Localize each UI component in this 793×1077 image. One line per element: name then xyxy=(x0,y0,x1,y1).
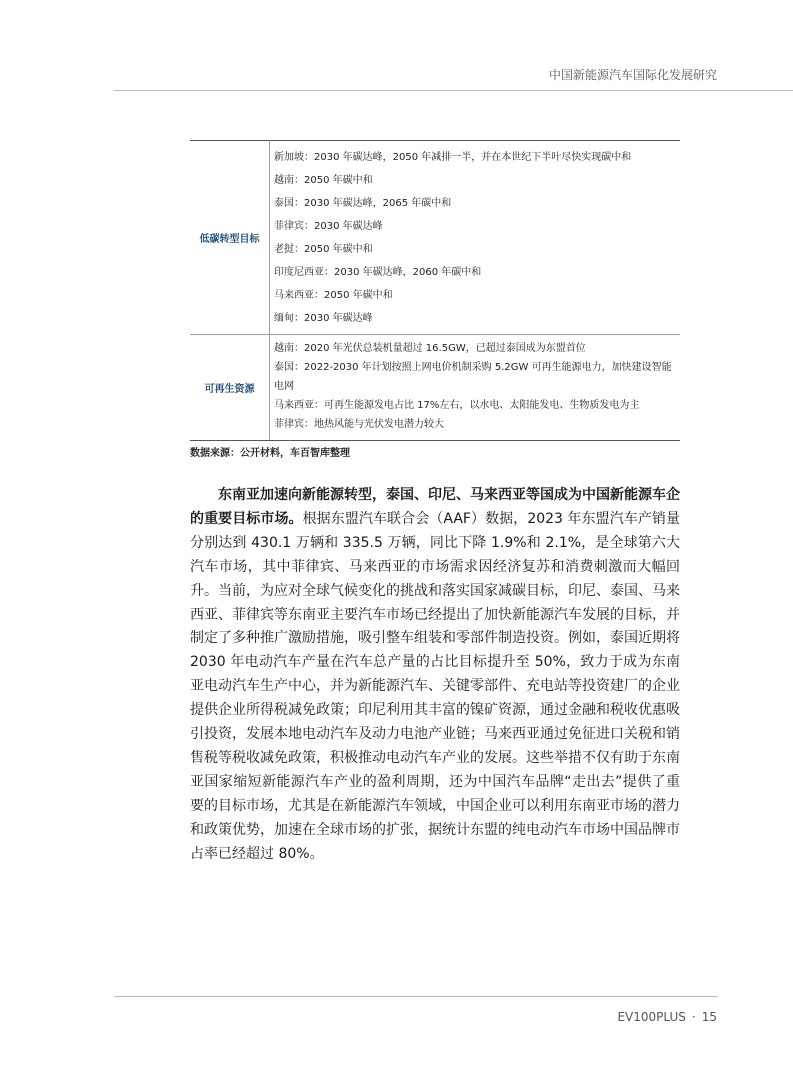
list-item: 越南：2050 年碳中和 xyxy=(274,175,373,186)
list-item: 菲律宾：地热风能与光伏发电潜力较大 xyxy=(274,419,444,430)
table-items-cell xyxy=(270,141,681,335)
policy-table xyxy=(190,140,680,441)
page-number: 15 xyxy=(701,1010,717,1024)
body-paragraph xyxy=(190,484,680,867)
list-item: 缅甸：2030 年碳达峰 xyxy=(274,313,373,324)
footer-divider xyxy=(114,996,718,997)
list-item: 泰国：2030 年碳达峰，2065 年碳中和 xyxy=(274,198,452,209)
running-header-title: 中国新能源汽车国际化发展研究 xyxy=(548,68,717,82)
table-items-cell xyxy=(270,335,681,441)
table-source-note: 数据来源：公开材料，车百智库整理 xyxy=(190,448,350,459)
header-divider xyxy=(114,90,793,91)
list-item: 马来西亚：可再生能源发电占比 17%左右，以水电、太阳能发电、生物质发电为主 xyxy=(274,400,640,411)
list-item: 印度尼西亚：2030 年碳达峰，2060 年碳中和 xyxy=(274,267,482,278)
list-item: 马来西亚：2050 年碳中和 xyxy=(274,290,393,301)
page-footer xyxy=(617,1010,717,1024)
footer-brand: EV100PLUS xyxy=(617,1010,686,1024)
paragraph-lead-sentence: 东南亚加速向新能源转型，泰国、印尼、马来西亚等国成为中国新能源车企的重要目标市场。 xyxy=(190,487,680,527)
table-row xyxy=(190,335,680,441)
list-item: 老挝：2050 年碳中和 xyxy=(274,244,373,255)
paragraph-body-text: 根据东盟汽车联合会（AAF）数据，2023 年东盟汽车产销量分别达到 430.1 万辆和 335.5 万辆，同比下降 1.9%和 2.1%，是全球第六大汽车市场，其中菲律宾、马来西亚的市场需求因经济复苏和消费刺激而大幅回升。当前，为应对全球气候变化的挑战和落实国家减碳目标，印尼、泰国、马来西亚、菲律宾等东南亚主要汽车市场已经提出了加快新能源汽车发展的目标，并制定了多种推广激励措施，吸引整车组装和零部件制造投资。例如，泰国近期将 2030 年电动汽车产量在汽车总产量的占比目标提升至 50%，致力于成为东南亚电动汽车生产中心，并为新能源汽车、关键零部件、充电站等投资建厂的企业提供企业所得税减免政策；印尼利用其丰富的镍矿资源，通过金融和税收优惠吸引投资，发展本地电动汽车及动力电池产业链；马来西亚通过免征进口关税和销售税等税收减免政策，积极推动电动汽车产业的发展。这些举措不仅有助于东南亚国家缩短新能源汽车产业的盈利周期，还为中国汽车品牌“走出去”提供了重要的目标市场，尤其是在新能源汽车领域，中国企业可以利用东南亚市场的潜力和政策优势，加速在全球市场的扩张，据统计东盟的纯电动汽车市场中国品牌市占率已经超过 80%。 xyxy=(190,510,680,862)
footer-separator: · xyxy=(691,1010,696,1024)
table-category-renewable: 可再生资源 xyxy=(190,335,270,441)
list-item: 菲律宾：2030 年碳达峰 xyxy=(274,221,383,232)
table-category-low-carbon: 低碳转型目标 xyxy=(190,141,270,335)
list-item: 泰国：2022-2030 年计划按照上网电价机制采购 5.2GW 可再生能源电力，加快建设智能电网 xyxy=(274,362,672,392)
list-item: 新加坡：2030 年碳达峰，2050 年减排一半，并在本世纪下半叶尽快实现碳中和 xyxy=(274,152,632,163)
table-row xyxy=(190,141,680,335)
list-item: 越南：2020 年光伏总装机量超过 16.5GW，已超过泰国成为东盟首位 xyxy=(274,343,586,354)
